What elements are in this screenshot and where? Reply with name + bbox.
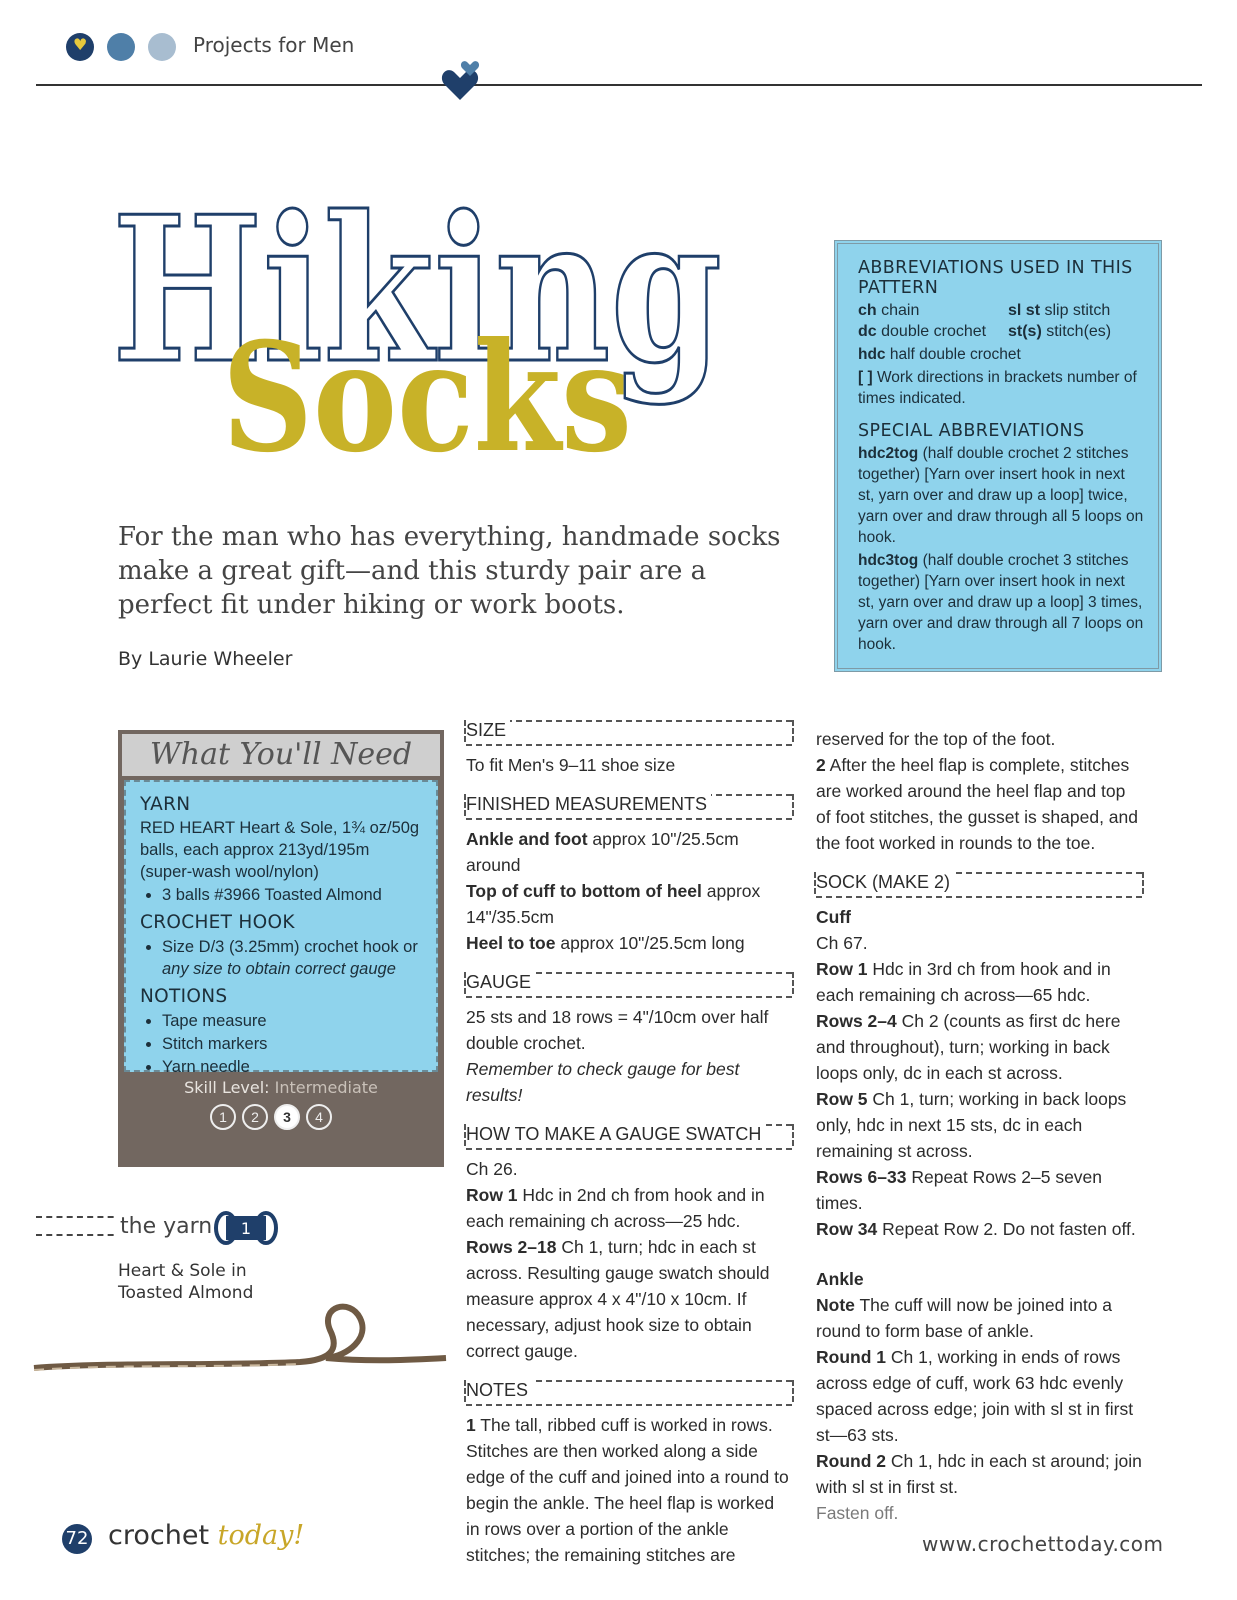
abbr-hdc2tog: hdc2tog (half double crochet 2 stitches together) [Yarn over insert hook in next st, yarn over and draw up a loop] twice, yarn over and draw through all 5 loops on hook. — [858, 445, 1144, 546]
special-abbreviations-heading: SPECIAL ABBREVIATIONS — [858, 421, 1085, 441]
title-graphic — [112, 160, 792, 480]
skill-circle: 1 — [210, 1104, 236, 1130]
measure-ankle: Ankle and foot approx 10"/25.5cm around — [466, 829, 739, 875]
yarn-heading: YARN — [140, 794, 191, 815]
ankle-round1: Round 1 Ch 1, working in ends of rows across edge of cuff, work 63 hdc evenly spaced across edge; join with sl st in first st—63 sts. — [816, 1347, 1134, 1445]
cuff-heading: Cuff — [816, 907, 851, 927]
svg-text:1: 1 — [240, 1219, 252, 1238]
notion-item: • Stitch markers — [162, 1033, 426, 1055]
skill-circle: 2 — [242, 1104, 268, 1130]
gauge-text: 25 sts and 18 rows = 4"/10cm over half double crochet. — [466, 1007, 769, 1053]
yarn-bullet: • 3 balls #3966 Toasted Almond — [162, 884, 426, 906]
abbr-hdc: hdc half double crochet — [858, 346, 1021, 363]
size-text: To fit Men's 9–11 shoe size — [466, 755, 676, 775]
abbr-item: ch chain — [858, 302, 920, 319]
hook-heading: CROCHET HOOK — [140, 912, 295, 933]
ankle-heading: Ankle — [816, 1269, 864, 1289]
abbr-item: dc double crochet — [858, 323, 987, 340]
middle-column — [466, 720, 792, 1568]
page-number: 72 — [62, 1524, 92, 1554]
notions-heading: NOTIONS — [140, 986, 228, 1007]
the-yarn-label: the yarn — [116, 1214, 216, 1239]
title-hiking: Hiking — [112, 173, 722, 408]
skill-circle-active: 3 — [274, 1104, 300, 1130]
notes-heading: NOTES — [466, 1380, 792, 1406]
cuff-row5: Row 5 Ch 1, turn; working in back loops only, hdc in next 15 sts, dc in each remaining st across. — [816, 1089, 1127, 1161]
yarn-description: Heart & Sole in Toasted Almond — [118, 1261, 254, 1303]
measure-heel: Heel to toe approx 10"/25.5cm long — [466, 933, 745, 953]
skill-level: Skill Level: Intermediate — [184, 1078, 378, 1097]
cuff-rows2-4: Rows 2–4 Ch 2 (counts as first dc here and throughout), turn; working in back loops only, dc in each st across. — [816, 1011, 1121, 1083]
abbr-brackets: [ ] Work directions in brackets number of times indicated. — [858, 369, 1137, 407]
magazine-brand: crochet today! — [108, 1520, 305, 1551]
intro-text: For the man who has everything, handmade socks make a great gift—and this sturdy pair are a perfect fit under hiking or work boots. — [118, 522, 781, 620]
abbreviations-heading: ABBREVIATIONS USED IN THIS PATTERN — [858, 258, 1133, 298]
notion-item: • Tape measure — [162, 1010, 426, 1032]
hearts-icon — [440, 56, 480, 102]
yarn-weight-icon — [212, 1210, 280, 1246]
abbr-item: sl st slip stitch — [1008, 302, 1111, 319]
abbreviations-box — [834, 240, 1162, 672]
measure-cuff: Top of cuff to bottom of heel approx 14"/35.5cm — [466, 881, 761, 927]
cuff-ch: Ch 67. — [816, 933, 868, 953]
skill-level-indicator — [210, 1104, 370, 1134]
abbr-item: st(s) stitch(es) — [1008, 323, 1112, 340]
need-body — [124, 780, 438, 1076]
need-heading: What You'll Need — [122, 734, 440, 776]
section-label: Projects for Men — [193, 33, 355, 57]
abbreviations-grid — [858, 300, 1144, 342]
dot-icon — [107, 33, 135, 61]
fasten-off: Fasten off. — [816, 1503, 899, 1523]
yarn-text: RED HEART Heart & Sole, 1¾ oz/50g balls, each approx 213yd/195m (super-wash wool/nylon) — [140, 819, 420, 881]
note-1: 1 The tall, ribbed cuff is worked in rows. Stitches are then worked along a side edge of the cuff and joined into a round to begin the ankle. The heel flap is worked in rows over a portion of the ankle stitches; the remaining stitches are — [466, 1415, 789, 1565]
notion-item: • Yarn needle — [162, 1056, 426, 1078]
byline: By Laurie Wheeler — [118, 648, 293, 670]
ankle-round2: Round 2 Ch 1, hdc in each st around; join with sl st in first st. — [816, 1451, 1142, 1497]
yarn-strand-image — [30, 1292, 450, 1402]
size-heading: SIZE — [466, 720, 792, 746]
swatch-row1: Row 1 Hdc in 2nd ch from hook and in each remaining ch across—25 hdc. — [466, 1185, 765, 1231]
skill-circle: 4 — [306, 1104, 332, 1130]
website-url[interactable]: www.crochettoday.com — [922, 1532, 1164, 1556]
sock-heading: SOCK (MAKE 2) — [816, 872, 1142, 898]
gauge-swatch-heading: HOW TO MAKE A GAUGE SWATCH — [466, 1124, 792, 1150]
cuff-row34: Row 34 Repeat Row 2. Do not fasten off. — [816, 1219, 1136, 1239]
dot-icon — [148, 33, 176, 61]
ankle-note: Note The cuff will now be joined into a round to form base of ankle. — [816, 1295, 1113, 1341]
swatch-ch: Ch 26. — [466, 1159, 518, 1179]
note-1-continued: reserved for the top of the foot. — [816, 729, 1056, 749]
gauge-heading: GAUGE — [466, 972, 792, 998]
header-rule — [36, 84, 1202, 86]
finished-measurements-heading: FINISHED MEASUREMENTS — [466, 794, 792, 820]
note-2: 2 After the heel flap is complete, stitches are worked around the heel flap and top of foot stitches, the gusset is shaped, and the foot worked in rounds to the toe. — [816, 755, 1139, 853]
gauge-note: Remember to check gauge for best results! — [466, 1059, 740, 1105]
swatch-rows: Rows 2–18 Ch 1, turn; hdc in each st across. Resulting gauge swatch should measure approx 4 x 4"/10 x 10cm. If necessary, adjust hook size to obtain correct gauge. — [466, 1237, 770, 1361]
cuff-row1: Row 1 Hdc in 3rd ch from hook and in each remaining ch across—65 hdc. — [816, 959, 1111, 1005]
cuff-rows6-33: Rows 6–33 Repeat Rows 2–5 seven times. — [816, 1167, 1103, 1213]
hook-bullet: • Size D/3 (3.25mm) crochet hook or any size to obtain correct gauge — [162, 936, 426, 980]
abbr-hdc3tog: hdc3tog (half double crochet 3 stitches together) [Yarn over insert hook in next st, yarn over and draw up a loop] 3 times, yarn over and draw through all 7 loops on hook. — [858, 552, 1144, 653]
title-socks: Socks — [222, 310, 632, 480]
heart-dot-icon — [66, 33, 94, 61]
what-youll-need-box — [118, 730, 444, 1167]
right-column — [816, 726, 1142, 1526]
